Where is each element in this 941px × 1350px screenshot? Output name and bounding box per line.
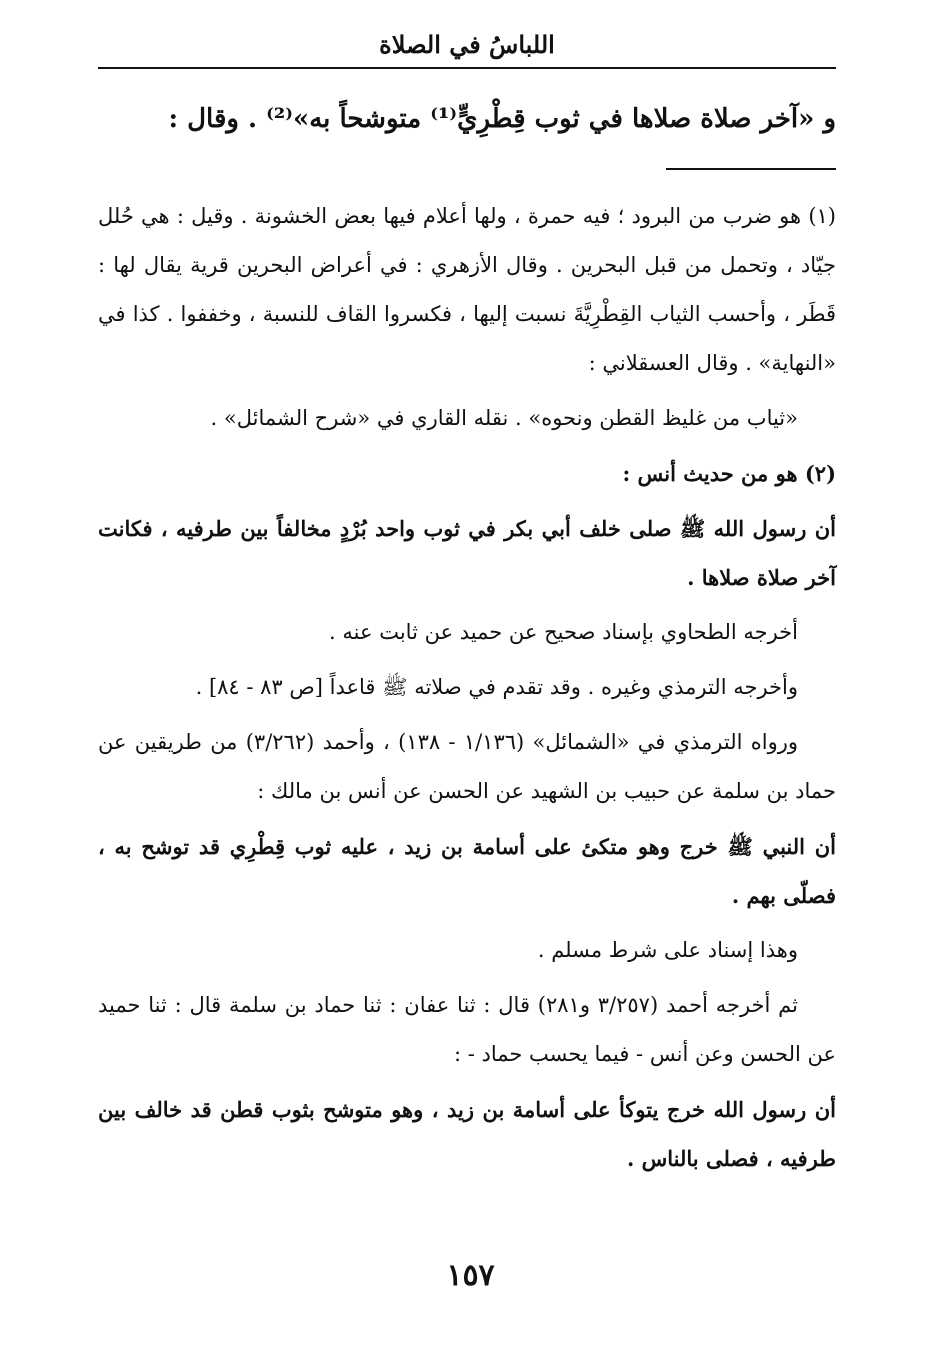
- footnote-separator: [666, 168, 836, 170]
- page-number: ١٥٧: [446, 1258, 495, 1293]
- takhrij-paragraph: وهذا إسناد على شرط مسلم .: [537, 938, 798, 962]
- takhrij-paragraph: ثم أخرجه أحمد (٣/٢٥٧ و٢٨١) قال : ثنا عفان : ثنا حماد بن سلمة قال : ثنا حميد عن الحسن وعن أنس - فيما يحسب حماد - :: [98, 993, 836, 1066]
- takhrij-paragraph: وأخرجه الترمذي وغيره . وقد تقدم في صلاته ﷺ قاعداً [ص ٨٣ - ٨٤] .: [195, 675, 798, 699]
- takhrij-paragraph: أخرجه الطحاوي بإسناد صحيح عن حميد عن ثابت عنه .: [329, 620, 798, 644]
- main-text: و «آخر صلاة صلاها في ثوب قِطْرِيٍّ⁽¹⁾ متوشحاً به»⁽²⁾ . وقال :: [168, 104, 836, 134]
- running-header-title: اللباسُ في الصلاة: [379, 30, 555, 59]
- footnote-1: (١) هو ضرب من البرود ؛ فيه حمرة ، ولها أعلام فيها بعض الخشونة . وقيل : هي حُلل جيّاد ، وتحمل من قبل البحرين . وقال الأزهري : في أعراض البحرين قرية يقال لها : قَطَر ، وأحسب الثياب القِطْرِيَّةَ نسبت إليها ، فكسروا القاف للنسبة ، وخففوا . كذا في «النهاية» . وقال العسقلاني :: [98, 204, 836, 375]
- hadith-text: أن رسول الله ﷺ صلى خلف أبي بكر في ثوب واحد بُرْدٍ مخالفاً بين طرفيه ، فكانت آخر صلاة صلاها .: [98, 516, 836, 590]
- header-rule: [98, 67, 836, 69]
- footnotes: [98, 192, 836, 1183]
- hadith-text: أن رسول الله خرج يتوكأ على أسامة بن زيد ، وهو متوشح بثوب قطن قد خالف بين طرفيه ، فصلى بالناس .: [98, 1097, 836, 1171]
- footnote-2: (٢) هو من حديث أنس :: [622, 461, 836, 486]
- hadith-text: أن النبي ﷺ خرج وهو متكئ على أسامة بن زيد ، عليه ثوب قِطْرِي قد توشح به ، فصلّى بهم .: [98, 834, 836, 908]
- takhrij-paragraph: ورواه الترمذي في «الشمائل» (١/١٣٦ - ١٣٨) ، وأحمد (٣/٢٦٢) من طريقين عن حماد بن سلمة عن حبيب بن الشهيد عن الحسن عن أنس بن مالك :: [98, 730, 836, 803]
- footnote-quote: «ثياب من غليظ القطن ونحوه» . نقله القاري في «شرح الشمائل» .: [210, 406, 798, 430]
